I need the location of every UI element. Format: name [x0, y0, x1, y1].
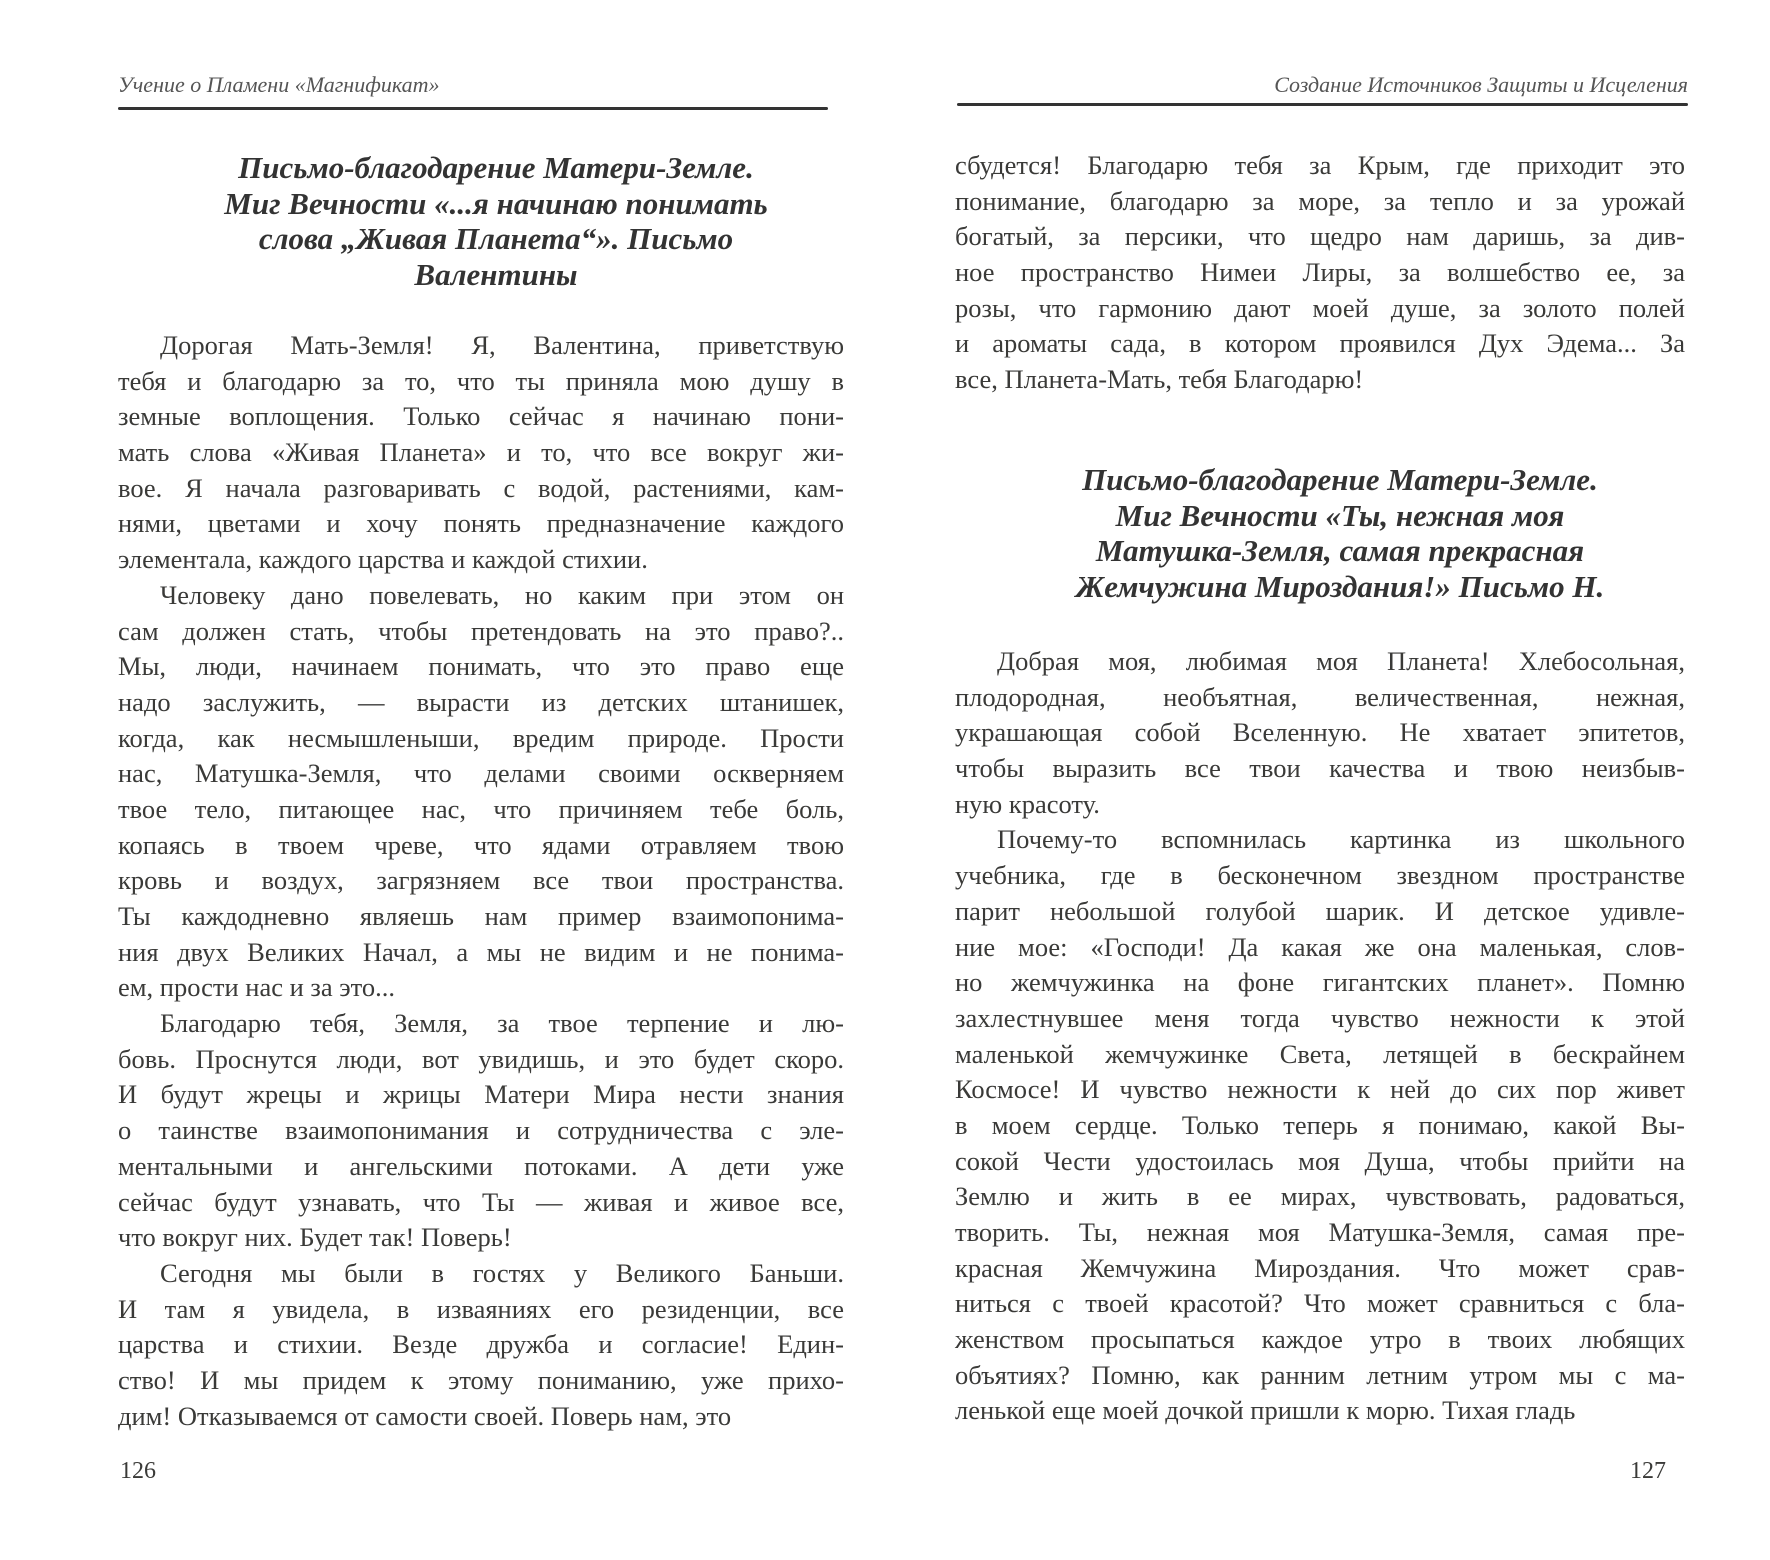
right-body-text: [955, 644, 1685, 1429]
text-line: вое. Я начала разговаривать с водой, растениями, кам-: [118, 472, 844, 503]
text-line: ние мое: «Господи! Да какая же она маленькая, слов-: [955, 931, 1685, 962]
text-line: но жемчужинка на фоне гигантских планет». Помню: [955, 967, 1685, 998]
text-line: чтобы выразить все твои качества и твою неизбыв-: [955, 753, 1685, 784]
text-line: тебя и благодарю за то, что ты приняла мою душу в: [118, 365, 844, 396]
text-line: творить. Ты, нежная моя Матушка-Земля, самая пре-: [955, 1217, 1685, 1247]
text-line: в моем сердце. Только теперь я понимаю, какой Вы-: [955, 1109, 1685, 1140]
title-line: Матушка-Земля, самая прекрасная: [1095, 533, 1585, 568]
text-line: ниться с твоей красотой? Что может сравниться с бла-: [955, 1288, 1685, 1319]
text-line: Космосе! И чувство нежности к ней до сих пор живет: [955, 1074, 1685, 1105]
text-line: Сегодня мы были в гостях у Великого Баньши.: [160, 1257, 844, 1288]
title-line: Миг Вечности «Ты, нежная моя: [1115, 497, 1565, 533]
text-line: ленькой еще моей дочкой пришли к морю. Тихая гладь: [955, 1395, 1576, 1426]
text-line: плодородная, необъятная, величественная, нежная,: [955, 681, 1685, 712]
text-line: объятиях? Помню, как ранним летним утром мы с ма-: [955, 1359, 1685, 1390]
text-line: ную красоту.: [955, 788, 1100, 819]
paragraph: [118, 1006, 844, 1256]
text-line: Ты каждодневно являешь нам пример взаимопонима-: [118, 901, 844, 931]
title-line: Письмо-благодарение Матери-Земле.: [238, 150, 754, 185]
paragraph: [955, 148, 1685, 398]
text-line: твое тело, питающее нас, что причиняем тебе боль,: [118, 793, 844, 824]
text-line: что вокруг них. Будет так! Поверь!: [118, 1222, 512, 1253]
text-line: Почему-то вспомнилась картинка из школьного: [997, 824, 1685, 855]
text-line: дим! Отказываемся от самости своей. Поверь нам, это: [118, 1400, 732, 1431]
text-line: женством просыпаться каждое утро в твоих любящих: [955, 1324, 1685, 1355]
text-line: парит небольшой голубой шарик. И детское удивле-: [955, 895, 1685, 926]
text-line: розы, что гармонию дают моей душе, за золото полей: [955, 292, 1685, 323]
text-line: ния двух Великих Начал, а мы не видим и не понима-: [118, 936, 844, 967]
left-article-title: [118, 150, 874, 292]
text-line: нас, Матушка-Земля, что делами своими оскверняем: [118, 758, 844, 789]
right-page-number: 127: [1630, 1458, 1666, 1484]
paragraph: [118, 328, 844, 578]
text-line: ство! И мы придем к этому пониманию, уже прихо-: [118, 1364, 844, 1395]
left-body-text: [118, 328, 844, 1434]
text-line: сокой Чести удостоилась моя Душа, чтобы прийти на: [955, 1145, 1685, 1176]
text-line: все, Планета-Мать, тебя Благодарю!: [955, 364, 1364, 395]
text-line: Дорогая Мать-Земля! Я, Валентина, приветствую: [160, 330, 844, 360]
text-line: ное пространство Нимеи Лиры, за волшебство ее, за: [955, 257, 1685, 288]
text-line: ем, прости нас и за это...: [118, 972, 395, 1003]
text-line: сбудется! Благодарю тебя за Крым, где приходит это: [955, 150, 1685, 180]
text-line: нями, цветами и хочу понять предназначение каждого: [118, 508, 844, 539]
text-line: украшающая собой Вселенную. Не хватает эпитетов,: [955, 717, 1685, 748]
title-line: слова „Живая Планета“». Письмо: [258, 221, 734, 256]
text-line: Мы, люди, начинаем понимать, что это право еще: [118, 651, 844, 682]
paragraph: [118, 578, 844, 1006]
text-line: надо заслужить, — вырасти из детских штанишек,: [118, 686, 844, 717]
text-line: кровь и воздух, загрязняем все твои пространства.: [118, 865, 844, 896]
title-line: Жемчужина Мироздания!» Письмо Н.: [1075, 568, 1605, 604]
text-line: Землю и жить в ее мирах, чувствовать, радоваться,: [955, 1181, 1685, 1212]
text-line: Человеку дано повелевать, но каким при этом он: [160, 579, 844, 610]
paragraph: [118, 1256, 844, 1434]
left-page-number: 126: [120, 1458, 156, 1484]
text-line: Благодарю тебя, Земля, за твое терпение и лю-: [160, 1008, 844, 1039]
text-line: и ароматы сада, в котором проявился Дух Эдема... За: [955, 328, 1685, 359]
text-line: элементала, каждого царства и каждой стихии.: [118, 544, 648, 575]
right-article-title: [990, 462, 1690, 604]
text-line: красная Жемчужина Мироздания. Что может срав-: [955, 1252, 1685, 1283]
title-line: Валентины: [414, 256, 578, 292]
text-line: учебника, где в бесконечном звездном пространстве: [955, 860, 1685, 891]
left-running-header: Учение о Пламени «Магнификат»: [118, 72, 440, 97]
text-line: о таинстве взаимопонимания и сотрудничества с эле-: [118, 1115, 844, 1146]
text-line: сейчас будут узнавать, что Ты — живая и живое все,: [118, 1186, 844, 1217]
text-line: сам должен стать, чтобы претендовать на это право?..: [118, 615, 844, 646]
text-line: маленькой жемчужинке Света, летящей в бескрайнем: [955, 1038, 1685, 1069]
right-header-rule: [957, 103, 1688, 106]
text-line: богатый, за персики, что щедро нам даришь, за див-: [955, 221, 1685, 252]
title-line: Миг Вечности «...я начинаю понимать: [224, 185, 768, 221]
text-line: бовь. Проснутся люди, вот увидишь, и это будет скоро.: [118, 1043, 844, 1074]
text-line: земные воплощения. Только сейчас я начинаю пони-: [118, 401, 844, 432]
right-continuation-text: [955, 148, 1685, 398]
paragraph: [955, 822, 1685, 1429]
title-line: Письмо-благодарение Матери-Земле.: [1082, 462, 1598, 497]
left-header-rule: [118, 107, 828, 110]
text-line: ментальными и ангельскими потоками. А дети уже: [118, 1150, 844, 1181]
text-line: И будут жрецы и жрицы Матери Мира нести знания: [118, 1079, 844, 1110]
text-line: захлестнувшее меня тогда чувство нежности к этой: [955, 1002, 1685, 1033]
text-line: когда, как несмышленыши, вредим природе. Прости: [118, 722, 844, 753]
paragraph: [955, 644, 1685, 822]
text-line: копаясь в твоем чреве, что ядами отравляем твою: [118, 829, 844, 860]
text-line: мать слова «Живая Планета» и то, что все вокруг жи-: [118, 437, 844, 468]
text-line: понимание, благодарю за море, за тепло и за урожай: [955, 185, 1685, 216]
text-line: царства и стихии. Везде дружба и согласие! Един-: [118, 1329, 844, 1360]
right-running-header: Создание Источников Защиты и Исцеления: [1274, 72, 1688, 97]
text-line: И там я увидела, в изваяниях его резиденции, все: [118, 1293, 844, 1324]
text-line: Добрая моя, любимая моя Планета! Хлебосольная,: [997, 646, 1685, 676]
